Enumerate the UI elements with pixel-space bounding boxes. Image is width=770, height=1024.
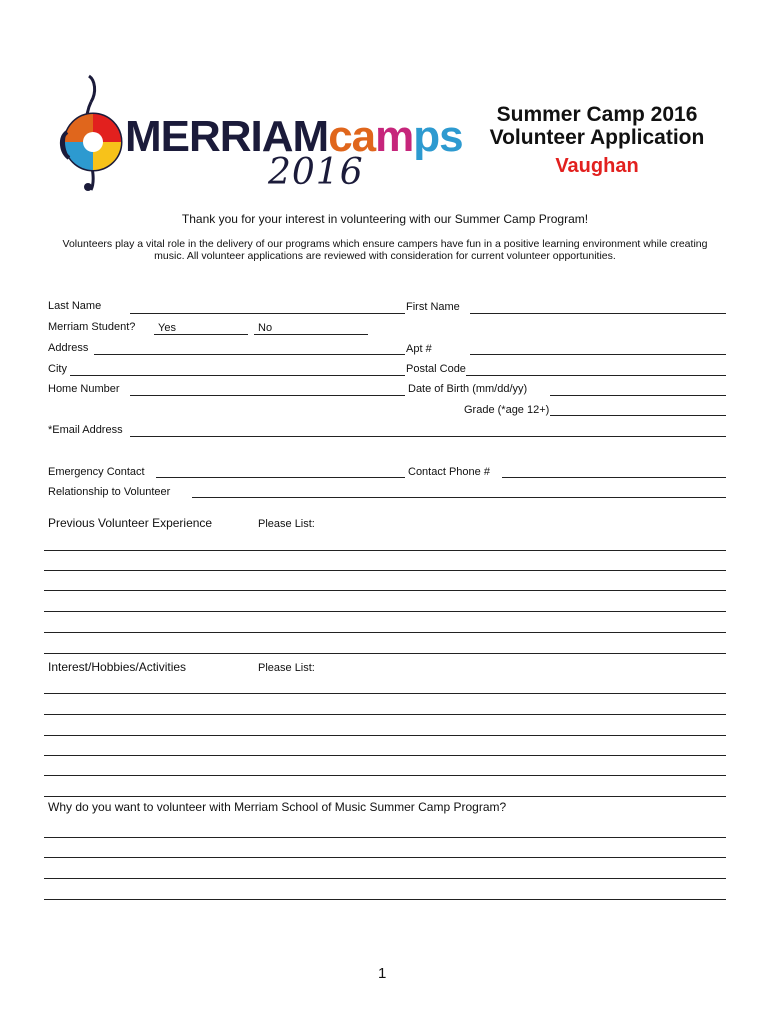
- interests-line-3[interactable]: [44, 735, 726, 736]
- postal-code-label: Postal Code: [406, 363, 466, 375]
- experience-line-5[interactable]: [44, 632, 726, 633]
- last-name-field[interactable]: [130, 313, 405, 314]
- experience-line-2[interactable]: [44, 570, 726, 571]
- first-name-label: First Name: [406, 301, 460, 313]
- home-number-label: Home Number: [48, 383, 120, 395]
- email-label: *Email Address: [48, 424, 123, 436]
- location-title: Vaughan: [555, 155, 639, 177]
- why-line-2[interactable]: [44, 857, 726, 858]
- grade-label: Grade (*age 12+): [464, 404, 550, 416]
- yes-option-field[interactable]: [154, 334, 248, 335]
- relationship-label: Relationship to Volunteer: [48, 486, 171, 498]
- first-name-field[interactable]: [470, 313, 726, 314]
- date-of-birth-label: Date of Birth (mm/dd/yy): [408, 383, 528, 395]
- why-line-3[interactable]: [44, 878, 726, 879]
- treble-clef-beach-ball-icon: [55, 72, 135, 197]
- experience-line-3[interactable]: [44, 590, 726, 591]
- apt-field[interactable]: [470, 354, 726, 355]
- yes-option-label: Yes: [158, 322, 176, 334]
- address-field[interactable]: [94, 354, 405, 355]
- apt-label: Apt #: [406, 343, 432, 355]
- logo-word-ca: ca: [328, 112, 376, 161]
- city-field[interactable]: [70, 375, 405, 376]
- interests-line-4[interactable]: [44, 755, 726, 756]
- contact-phone-label: Contact Phone #: [408, 466, 490, 478]
- interests-line-5[interactable]: [44, 775, 726, 776]
- why-line-1[interactable]: [44, 837, 726, 838]
- home-number-field[interactable]: [130, 395, 405, 396]
- postal-code-field[interactable]: [466, 375, 726, 376]
- interests-line-2[interactable]: [44, 714, 726, 715]
- title-line-1: Summer Camp 2016: [496, 103, 698, 126]
- intro-paragraph-line-1: Volunteers play a vital role in the delivery of our programs which ensure campers have fun in a positive learning environment while creating: [62, 238, 708, 250]
- logo-word-m: m: [375, 112, 414, 161]
- no-option-field[interactable]: [254, 334, 368, 335]
- merriam-student-label: Merriam Student?: [48, 321, 136, 333]
- why-line-4[interactable]: [44, 899, 726, 900]
- emergency-contact-label: Emergency Contact: [48, 466, 145, 478]
- no-option-label: No: [258, 322, 273, 334]
- merriam-camps-logo: [55, 72, 463, 197]
- relationship-field[interactable]: [192, 497, 726, 498]
- why-volunteer-question: Why do you want to volunteer with Merriam School of Music Summer Camp Program?: [48, 800, 507, 814]
- title-line-2: Volunteer Application: [489, 126, 705, 149]
- last-name-label: Last Name: [48, 300, 102, 312]
- email-field[interactable]: [130, 436, 726, 437]
- experience-line-4[interactable]: [44, 611, 726, 612]
- page-number: 1: [378, 965, 387, 982]
- emergency-contact-field[interactable]: [156, 477, 405, 478]
- city-label: City: [48, 363, 67, 375]
- experience-line-6[interactable]: [44, 653, 726, 654]
- logo-year: 2016: [268, 152, 364, 193]
- logo-word-ps: ps: [413, 112, 463, 161]
- interests-please-list: Please List:: [258, 662, 315, 674]
- intro-paragraph-line-2: music. All volunteer applications are reviewed with consideration for current volunteer opportunities.: [154, 250, 616, 262]
- interests-heading: Interest/Hobbies/Activities: [48, 660, 187, 674]
- experience-line-1[interactable]: [44, 550, 726, 551]
- experience-heading: Previous Volunteer Experience: [48, 516, 213, 530]
- grade-field[interactable]: [550, 415, 726, 416]
- thank-you-text: Thank you for your interest in volunteering with our Summer Camp Program!: [181, 212, 589, 226]
- date-of-birth-field[interactable]: [550, 395, 726, 396]
- logo-word-merriam: MERRIAM: [125, 112, 329, 161]
- address-label: Address: [48, 342, 89, 354]
- interests-line-6[interactable]: [44, 796, 726, 797]
- contact-phone-field[interactable]: [502, 477, 726, 478]
- interests-line-1[interactable]: [44, 693, 726, 694]
- experience-please-list: Please List:: [258, 518, 315, 530]
